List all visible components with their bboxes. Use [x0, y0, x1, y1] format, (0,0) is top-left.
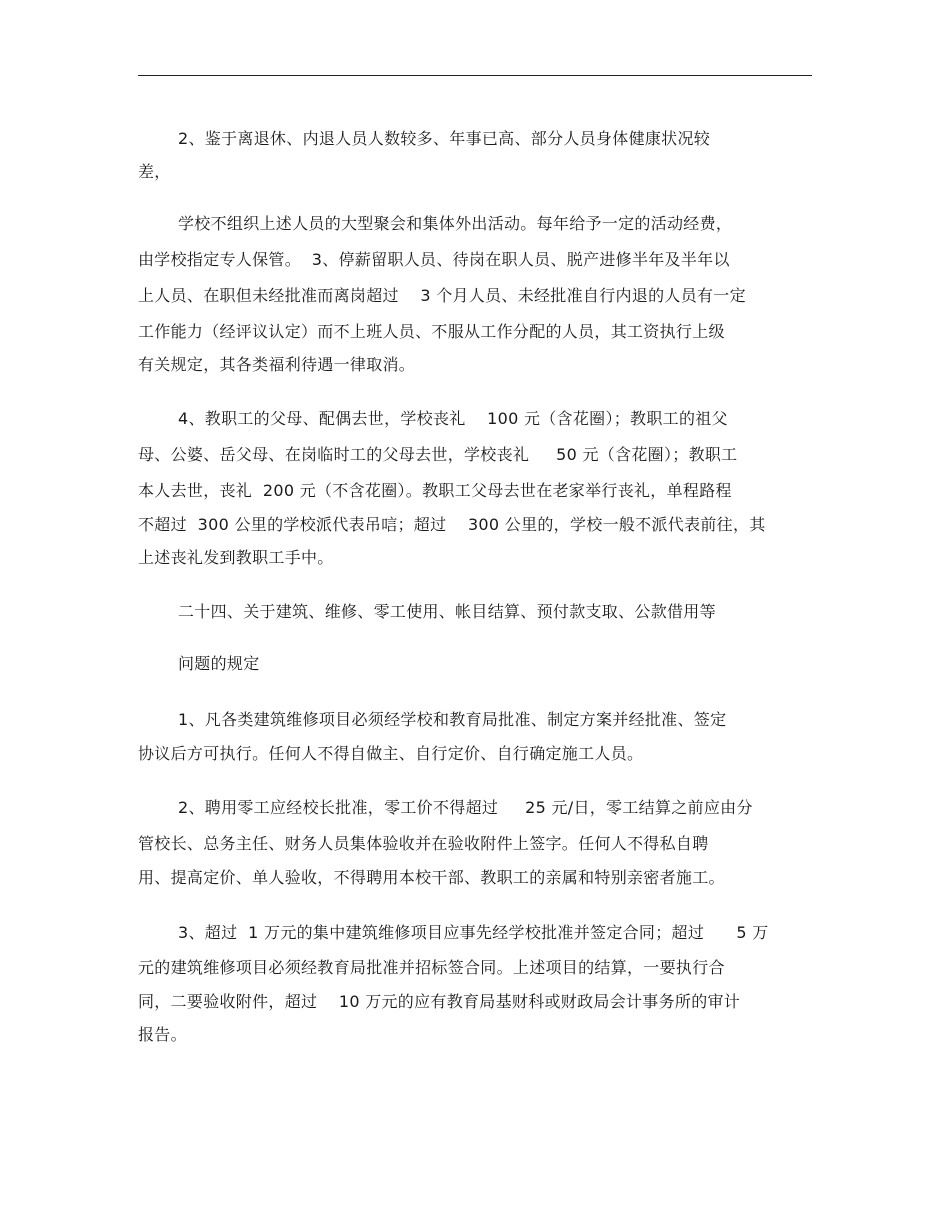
text-line: 有关规定，其各类福利待遇一律取消。	[138, 355, 416, 374]
text-line: 报告。	[138, 1025, 187, 1044]
text-line: 不超过 300 公里的学校派代表吊唁；超过 300 公里的，学校一般不派代表前往，其	[138, 515, 766, 534]
text-line: 元的建筑维修项目必须经教育局批准并招标签合同。上述项目的结算，一要执行合	[138, 958, 725, 977]
text-line: 1、凡各类建筑维修项目必须经学校和教育局批准、制定方案并经批准、签定	[178, 710, 727, 729]
section-heading: 问题的规定	[178, 654, 260, 673]
text-line: 上人员、在职但未经批准而离岗超过 3 个月人员、未经批准自行内退的人员有一定	[138, 286, 746, 305]
text-line: 2、鉴于离退休、内退人员人数较多、年事已高、部分人员身体健康状况较	[178, 129, 711, 148]
section-heading: 二十四、关于建筑、维修、零工使用、帐目结算、预付款支取、公款借用等	[178, 602, 716, 621]
text-line: 4、教职工的父母、配偶去世，学校丧礼 100 元（含花圈）；教职工的祖父	[178, 409, 728, 428]
text-line: 由学校指定专人保管。 3、停薪留职人员、待岗在职人员、脱产进修半年及半年以	[138, 250, 730, 269]
text-line: 管校长、总务主任、财务人员集体验收并在验收附件上签字。任何人不得私自聘	[138, 834, 709, 853]
text-line: 用、提高定价、单人验收，不得聘用本校干部、教职工的亲属和特别亲密者施工。	[138, 868, 725, 887]
text-line: 母、公婆、岳父母、在岗临时工的父母去世，学校丧礼 50 元（含花圈）；教职工	[138, 445, 738, 464]
text-line: 上述丧礼发到教职工手中。	[138, 548, 334, 567]
text-line: 本人去世，丧礼 200 元（不含花圈）。教职工父母去世在老家举行丧礼，单程路程	[138, 481, 732, 500]
text-line: 同，二要验收附件，超过 10 万元的应有教育局基财科或财政局会计事务所的审计	[138, 992, 741, 1011]
text-line: 协议后方可执行。任何人不得自做主、自行定价、自行确定施工人员。	[138, 744, 644, 763]
text-line: 学校不组织上述人员的大型聚会和集体外出活动。每年给予一定的活动经费，	[178, 214, 733, 233]
text-line: 2、聘用零工应经校长批准，零工价不得超过 25 元/日，零工结算之前应由分	[178, 798, 753, 817]
text-line: 工作能力（经评议认定）而不上班人员、不服从工作分配的人员，其工资执行上级	[138, 322, 725, 341]
text-line: 差，	[138, 162, 171, 181]
header-rule	[138, 75, 812, 76]
text-line: 3、超过 1 万元的集中建筑维修项目应事先经学校批准并签定合同；超过 5 万	[178, 923, 769, 942]
